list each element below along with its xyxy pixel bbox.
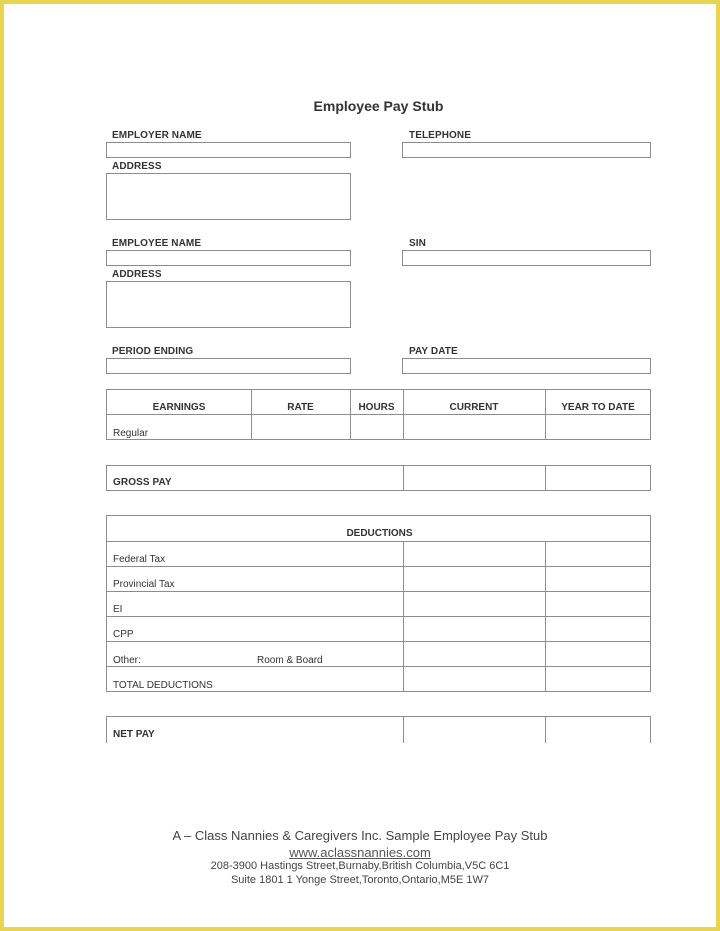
- employee-address-label: ADDRESS: [112, 269, 162, 280]
- employer-address-label: ADDRESS: [112, 161, 162, 172]
- sin-field[interactable]: [402, 250, 651, 266]
- regular-row-label: Regular: [113, 428, 149, 439]
- footer-address-2: Suite 1801 1 Yonge Street,Toronto,Ontario,M5E 1W7: [230, 874, 490, 886]
- earnings-header: EARNINGS: [152, 402, 206, 413]
- sin-label: SIN: [409, 238, 426, 249]
- employer-name-field[interactable]: [106, 142, 351, 158]
- deductions-header: DEDUCTIONS: [346, 528, 413, 539]
- footer-company-line: A – Class Nannies & Caregivers Inc. Sample Employee Pay Stub: [172, 828, 548, 843]
- gross-pay-row: [106, 465, 651, 491]
- employer-address-field[interactable]: [106, 173, 351, 220]
- employee-address-field[interactable]: [106, 281, 351, 328]
- federal-tax-label: Federal Tax: [113, 554, 166, 565]
- pay-date-label: PAY DATE: [409, 346, 458, 357]
- footer-address-1: 208-3900 Hastings Street,Burnaby,British Columbia,V5C 6C1: [210, 860, 510, 872]
- employer-name-label: EMPLOYER NAME: [112, 130, 202, 141]
- total-deductions-label: TOTAL DEDUCTIONS: [113, 680, 213, 691]
- employee-name-label: EMPLOYEE NAME: [112, 238, 202, 249]
- footer-website-link[interactable]: www.aclassnannies.com: [289, 845, 431, 860]
- rate-header: RATE: [287, 402, 314, 413]
- ei-label: EI: [113, 604, 123, 615]
- provincial-tax-label: Provincial Tax: [113, 579, 175, 590]
- period-ending-label: PERIOD ENDING: [112, 346, 194, 357]
- net-pay-label: NET PAY: [113, 729, 155, 740]
- other-label: Other:: [113, 655, 141, 666]
- telephone-field[interactable]: [402, 142, 651, 158]
- current-header: CURRENT: [449, 402, 499, 413]
- year-to-date-header: YEAR TO DATE: [561, 402, 635, 413]
- employee-name-field[interactable]: [106, 250, 351, 266]
- earnings-table: [106, 389, 651, 440]
- pay-date-field[interactable]: [402, 358, 651, 374]
- telephone-label: TELEPHONE: [409, 130, 472, 141]
- net-pay-row: [106, 716, 651, 743]
- room-and-board-note: Room & Board: [257, 655, 323, 666]
- hours-header: HOURS: [358, 402, 395, 413]
- gross-pay-label: GROSS PAY: [113, 477, 172, 488]
- document-title: Employee Pay Stub: [313, 98, 444, 114]
- cpp-label: CPP: [113, 629, 134, 640]
- period-ending-field[interactable]: [106, 358, 351, 374]
- deductions-table: [106, 515, 651, 692]
